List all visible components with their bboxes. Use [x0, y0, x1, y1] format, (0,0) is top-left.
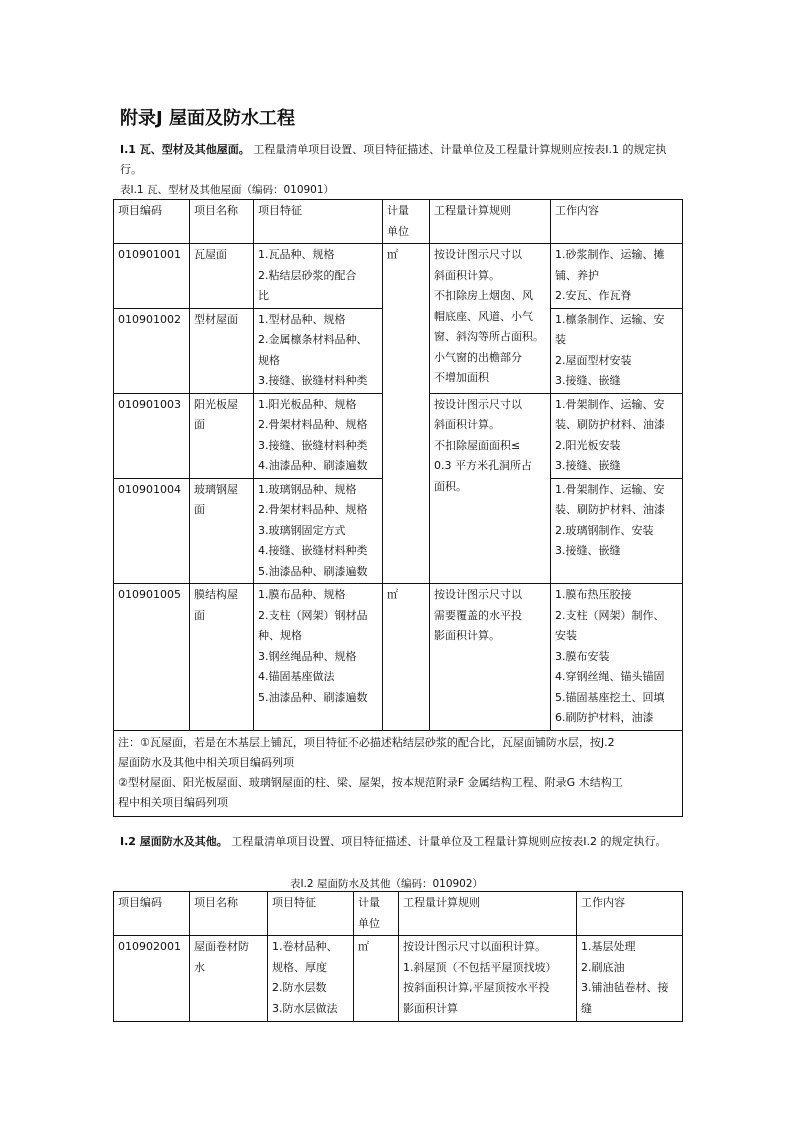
table2-header-unit: 计量 单位	[354, 892, 399, 936]
item-code: 010901005	[114, 584, 190, 731]
section1-text: 工程量清单项目设置、项目特征描述、计量单位及工程量计算规则应按表I.1 的规定执行。	[120, 143, 667, 176]
table-row	[114, 936, 683, 1022]
item-features: 1.型材品种、规格 2.金属檩条材料品种、 规格 3.接缝、嵌缝材料种类	[254, 308, 383, 393]
item-rule: 按设计图示尺寸以 需要覆盖的水平投 影面积计算。	[430, 584, 551, 731]
table1-header-work: 工作内容	[551, 200, 683, 244]
table1-header-features: 项目特征	[254, 200, 383, 244]
item-code: 010901003	[114, 393, 190, 478]
item-features: 1.卷材品种、 规格、厚度 2.防水层数 3.防水层做法	[268, 936, 354, 1022]
item-unit: ㎡	[383, 244, 430, 584]
table1-caption: 表I.1 瓦、型材及其他屋面（编码：010901）	[120, 184, 335, 196]
table2-header-code: 项目编码	[114, 892, 190, 936]
item-code: 010901001	[114, 244, 190, 309]
item-code: 010901004	[114, 478, 190, 584]
item-name: 阳光板屋 面	[190, 393, 254, 478]
item-name: 型材屋面	[190, 308, 254, 393]
table-row	[114, 584, 683, 731]
item-features: 1.瓦品种、规格 2.粘结层砂浆的配合 比	[254, 244, 383, 309]
item-rule: 按设计图示尺寸以面积计算。 1.斜屋顶（不包括平屋顶找坡） 按斜面积计算,平屋顶按水平投 影面积计算	[399, 936, 577, 1022]
item-work: 1.基层处理 2.刷底油 3.铺油毡卷材、接 缝	[577, 936, 683, 1022]
item-work: 1.骨架制作、运输、安 装、刷防护材料、油漆 2.阳光板安装 3.接缝、嵌缝	[551, 393, 683, 478]
section1-intro	[120, 140, 684, 180]
table2-header-row	[114, 892, 683, 936]
table2-header-name: 项目名称	[190, 892, 268, 936]
item-name: 屋面卷材防 水	[190, 936, 268, 1022]
table1-header-unit: 计量 单位	[383, 200, 430, 244]
item-unit: ㎡	[354, 936, 399, 1022]
table1-header-rule: 工程量计算规则	[430, 200, 551, 244]
item-code: 010902001	[114, 936, 190, 1022]
item-features: 1.玻璃钢品种、规格 2.骨架材料品种、规格 3.玻璃钢固定方式 4.接缝、嵌缝材料种类 5.油漆品种、刷漆遍数	[254, 478, 383, 584]
table1-note-row	[114, 730, 683, 816]
item-work: 1.骨架制作、运输、安 装、刷防护材料、油漆 2.玻璃钢制作、安装 3.接缝、嵌缝	[551, 478, 683, 584]
item-features: 1.阳光板品种、规格 2.骨架材料品种、规格 3.接缝、嵌缝材料种类 4.油漆品种、刷漆遍数	[254, 393, 383, 478]
item-code: 010901002	[114, 308, 190, 393]
item-rule: 按设计图示尺寸以 斜面积计算。 不扣除房上烟囱、风 帽底座、风道、小气 窗、斜沟等所占面积。 小气窗的出檐部分 不增加面积	[430, 244, 551, 394]
table1	[113, 199, 683, 817]
section2-intro	[120, 832, 684, 852]
item-work: 1.砂浆制作、运输、摊 铺、养护 2.安瓦、作瓦脊	[551, 244, 683, 309]
table2-header-features: 项目特征	[268, 892, 354, 936]
table2-caption: 表I.2 屋面防水及其他（编码：010902）	[290, 878, 484, 890]
table1-header-name: 项目名称	[190, 200, 254, 244]
item-name: 膜结构屋 面	[190, 584, 254, 731]
item-work: 1.膜布热压胶接 2.支柱（网架）制作、 安装 3.膜布安装 4.穿钢丝绳、锚头锚固 5.锚固基座挖土、回填 6.刷防护材料，油漆	[551, 584, 683, 731]
table2	[113, 891, 683, 1022]
page-title: 附录J 屋面及防水工程	[120, 108, 295, 129]
table2-header-work: 工作内容	[577, 892, 683, 936]
item-name: 瓦屋面	[190, 244, 254, 309]
section2-label: I.2 屋面防水及其他。	[120, 835, 228, 848]
table1-header-code: 项目编码	[114, 200, 190, 244]
item-rule: 按设计图示尺寸以 斜面积计算。 不扣除屋面面积≤ 0.3 平方米孔洞所占 面积。	[430, 393, 551, 584]
table2-header-rule: 工程量计算规则	[399, 892, 577, 936]
section1-label: I.1 瓦、型材及其他屋面。	[120, 143, 250, 156]
table1-note: 注：①瓦屋面，若是在木基层上铺瓦，项目特征不必描述粘结层砂浆的配合比，瓦屋面铺防水层，按J.2 屋面防水及其他中相关项目编码列项 ②型材屋面、阳光板屋面、玻璃钢屋面的柱、梁、屋架，按本规范附录F 金属结构工程、附录G 木结构工 程中相关项目编码列项	[114, 730, 683, 816]
item-features: 1.膜布品种、规格 2.支柱（网架）钢材品 种、规格 3.钢丝绳品种、规格 4.锚固基座做法 5.油漆品种、刷漆遍数	[254, 584, 383, 731]
section2-text: 工程量清单项目设置、项目特征描述、计量单位及工程量计算规则应按表I.2 的规定执行。	[231, 835, 667, 848]
item-work: 1.檩条制作、运输、安 装 2.屋面型材安装 3.接缝、嵌缝	[551, 308, 683, 393]
item-name: 玻璃钢屋 面	[190, 478, 254, 584]
table-row	[114, 244, 683, 309]
table1-header-row	[114, 200, 683, 244]
item-unit: ㎡	[383, 584, 430, 731]
